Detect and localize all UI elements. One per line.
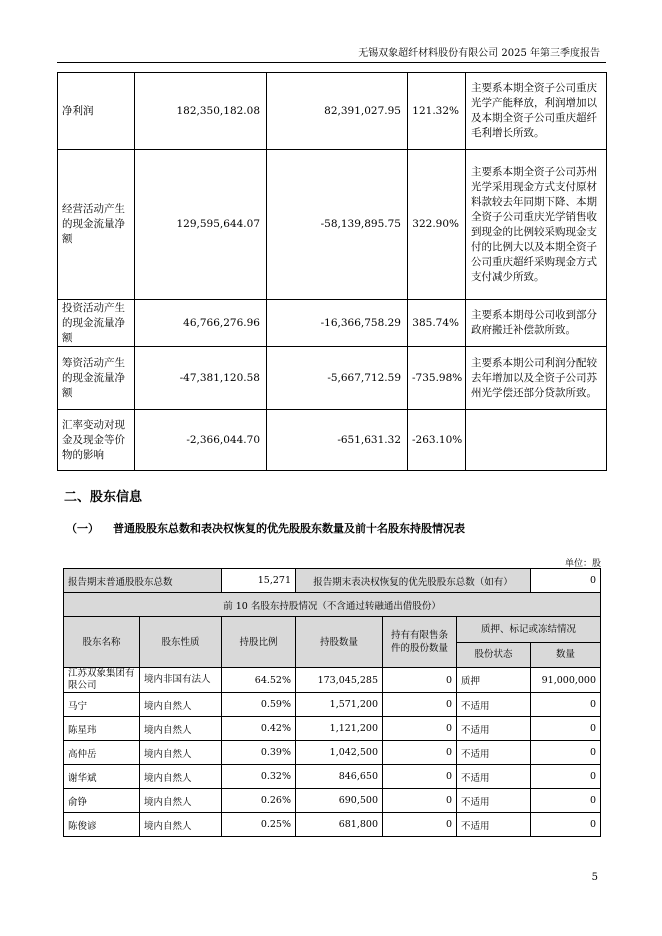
section-title: 二、股东信息 (64, 490, 143, 505)
change-reason: 主要系本期母公司收到部分政府搬迁补偿款所致。 (466, 300, 607, 347)
restricted-shares: 0 (383, 717, 457, 741)
shareholding-quantity: 681,800 (296, 813, 383, 837)
restricted-shares: 0 (383, 668, 457, 693)
total-shareholders-value: 15,271 (222, 569, 296, 593)
share-status: 不适用 (457, 765, 531, 789)
shareholder-name: 陈星玮 (64, 717, 140, 741)
shareholder-name: 陈俊谚 (64, 813, 140, 837)
header-restricted: 持有有限售条件的股份数量 (383, 617, 457, 668)
change-reason (466, 410, 607, 471)
shareholding-quantity: 173,045,285 (296, 668, 383, 693)
pledged-amount: 0 (531, 693, 601, 717)
shareholding-quantity: 1,571,200 (296, 693, 383, 717)
subsection-text: 普通股股东总数和表决权恢复的优先股股东数量及前十名股东持股情况表 (113, 522, 465, 535)
change-percent: 121.32% (408, 73, 466, 150)
header-row (64, 617, 601, 643)
header-pledge-group: 质押、标记或冻结情况 (457, 617, 601, 643)
share-status: 不适用 (457, 693, 531, 717)
shareholder-nature: 境内自然人 (140, 741, 222, 765)
change-reason: 主要系本期全资子公司重庆光学产能释放，利润增加以及本期全资子公司重庆超纤毛利增长所致。 (466, 73, 607, 150)
restricted-shares: 0 (383, 789, 457, 813)
header-quantity: 持股数量 (296, 617, 383, 668)
shareholder-nature: 境内自然人 (140, 789, 222, 813)
page-number: 5 (591, 872, 598, 883)
restricted-shares: 0 (383, 765, 457, 789)
preferred-shareholders-value: 0 (531, 569, 601, 593)
change-percent: 322.90% (408, 150, 466, 300)
item-label: 经营活动产生的现金流量净额 (58, 150, 135, 300)
header-nature: 股东性质 (140, 617, 222, 668)
pledged-amount: 0 (531, 789, 601, 813)
shareholding-ratio: 64.52% (222, 668, 296, 693)
share-status: 不适用 (457, 813, 531, 837)
table-row (64, 741, 601, 765)
shareholder-nature: 境内自然人 (140, 717, 222, 741)
shareholding-ratio: 0.59% (222, 693, 296, 717)
item-label: 汇率变动对现金及现金等价物的影响 (58, 410, 135, 471)
pledged-amount: 0 (531, 765, 601, 789)
shareholder-nature: 境内自然人 (140, 693, 222, 717)
table-row (64, 668, 601, 693)
previous-value: -16,366,758.29 (267, 300, 408, 347)
shareholding-ratio: 0.42% (222, 717, 296, 741)
item-label: 筹资活动产生的现金流量净额 (58, 347, 135, 410)
pledged-amount: 0 (531, 741, 601, 765)
subsection-title (66, 520, 465, 536)
shareholding-quantity: 1,121,200 (296, 717, 383, 741)
header-name: 股东名称 (64, 617, 140, 668)
previous-value: -58,139,895.75 (267, 150, 408, 300)
share-status: 不适用 (457, 717, 531, 741)
summary-row (64, 569, 601, 593)
shareholder-name: 江苏双象集团有限公司 (64, 668, 140, 693)
table-row (64, 693, 601, 717)
change-percent: 385.74% (408, 300, 466, 347)
shareholder-nature: 境内非国有法人 (140, 668, 222, 693)
top10-title: 前 10 名股东持股情况（不含通过转融通出借股份） (64, 593, 601, 617)
shareholder-name: 谢华斌 (64, 765, 140, 789)
table-row (64, 717, 601, 741)
table-row (64, 789, 601, 813)
share-status: 质押 (457, 668, 531, 693)
pledged-amount: 91,000,000 (531, 668, 601, 693)
restricted-shares: 0 (383, 741, 457, 765)
current-value: 46,766,276.96 (135, 300, 267, 347)
header-status: 股份状态 (457, 642, 531, 668)
shareholder-table (63, 568, 601, 837)
shareholder-name: 马宁 (64, 693, 140, 717)
shareholding-ratio: 0.32% (222, 765, 296, 789)
shareholding-quantity: 846,650 (296, 765, 383, 789)
table-row (64, 765, 601, 789)
share-status: 不适用 (457, 789, 531, 813)
pledged-amount: 0 (531, 813, 601, 837)
restricted-shares: 0 (383, 813, 457, 837)
table-row (58, 410, 607, 471)
table-row (64, 813, 601, 837)
current-value: -2,366,044.70 (135, 410, 267, 471)
total-shareholders-label: 报告期末普通股股东总数 (64, 569, 222, 593)
item-label: 净利润 (58, 73, 135, 150)
previous-value: -651,631.32 (267, 410, 408, 471)
shareholding-ratio: 0.26% (222, 789, 296, 813)
share-status: 不适用 (457, 741, 531, 765)
shareholder-name: 俞铮 (64, 789, 140, 813)
shareholding-quantity: 1,042,500 (296, 741, 383, 765)
pledged-amount: 0 (531, 717, 601, 741)
unit-label: 单位：股 (564, 559, 601, 569)
header-amount: 数量 (531, 642, 601, 668)
top10-title-row (64, 593, 601, 617)
table-row (58, 347, 607, 410)
preferred-shareholders-label: 报告期末表决权恢复的优先股股东总数（如有） (296, 569, 531, 593)
current-value: -47,381,120.58 (135, 347, 267, 410)
change-reason: 主要系本期公司利润分配较去年增加以及全资子公司苏州光学偿还部分贷款所致。 (466, 347, 607, 410)
shareholder-nature: 境内自然人 (140, 765, 222, 789)
restricted-shares: 0 (383, 693, 457, 717)
table-row (58, 150, 607, 300)
shareholding-quantity: 690,500 (296, 789, 383, 813)
subsection-label: （一） (66, 522, 99, 535)
current-value: 182,350,182.08 (135, 73, 267, 150)
change-percent: -735.98% (408, 347, 466, 410)
table-row (58, 300, 607, 347)
current-value: 129,595,644.07 (135, 150, 267, 300)
change-reason: 主要系本期全资子公司苏州光学采用现金方式支付原材料款较去年同期下降、本期全资子公司重庆光学销售收到现金的比例较采购现金支付的比例大以及本期全资子公司重庆超纤采购现金方式支付减少所致。 (466, 150, 607, 300)
table-row (58, 73, 607, 150)
page-header-title: 无锡双象超纤材料股份有限公司 2025 年第三季度报告 (358, 48, 600, 59)
shareholding-ratio: 0.25% (222, 813, 296, 837)
change-percent: -263.10% (408, 410, 466, 471)
previous-value: 82,391,027.95 (267, 73, 408, 150)
header-divider (57, 62, 606, 63)
shareholding-ratio: 0.39% (222, 741, 296, 765)
shareholder-name: 高仲岳 (64, 741, 140, 765)
shareholder-nature: 境内自然人 (140, 813, 222, 837)
item-label: 投资活动产生的现金流量净额 (58, 300, 135, 347)
cashflow-change-table (57, 72, 607, 471)
header-ratio: 持股比例 (222, 617, 296, 668)
previous-value: -5,667,712.59 (267, 347, 408, 410)
